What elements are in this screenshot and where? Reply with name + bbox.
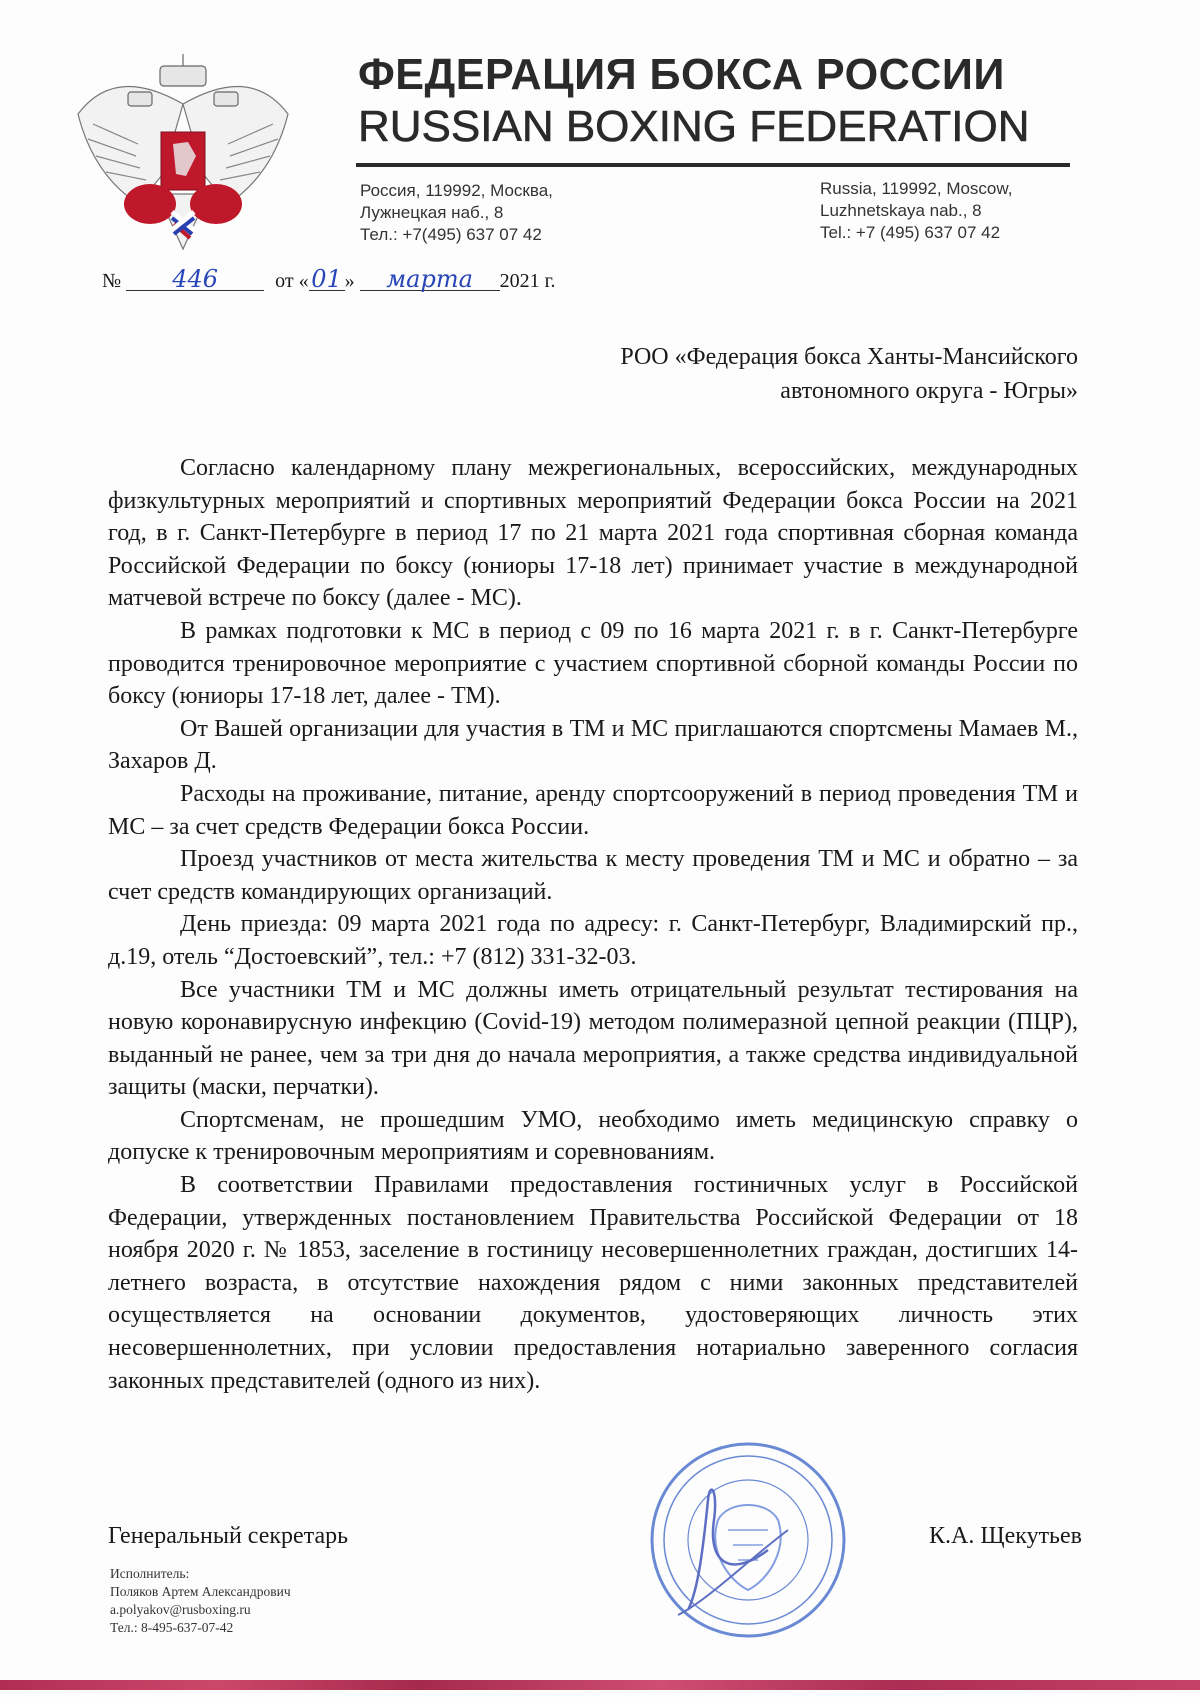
recipient-line: РОО «Федерация бокса Ханты-Мансийского [620,344,1078,370]
body-paragraph: Спортсменам, не прошедшим УМО, необходимо иметь медицинскую справку о допуске к тренировочным мероприятиям и соревнованиям. [108,1106,1078,1166]
recipient-block [620,340,1078,408]
body-paragraph: В соответствии Правилами предоставления гостиничных услуг в Российской Федерации, утвержденных постановлением Правительства Российской Федерации от 18 ноября 2020 г. № 1853, заселение в гостиницу несовершеннолетних граждан, достигших 14-летнего возраста, в отсутствие нахождения рядом с ними законных представителей осуществляется на основании документов, удостоверяющих личность этих несовершеннолетних, при условии предоставления нотариально заверенного согласия законных представителей (одного из них). [108,1172,1078,1394]
date-from-label: от « [275,270,309,292]
date-day: 01 [309,268,345,291]
address-ru-line: Тел.: +7(495) 637 07 42 [360,225,542,244]
date-year: 2021 г. [499,270,556,292]
official-stamp-icon [648,1440,848,1640]
address-en-line: Luzhnetskaya nab., 8 [820,201,982,220]
body-paragraph: Расходы на проживание, питание, аренду спортсооружений в период проведения ТМ и МС – за счет средств Федерации бокса России. [108,780,1078,840]
signatory-name: К.А. Щекутьев [929,1523,1082,1549]
body-paragraph: От Вашей организации для участия в ТМ и МС приглашаются спортсмены Мамаев М., Захаров Д. [108,715,1078,775]
address-ru-line: Россия, 119992, Москва, [360,181,553,200]
recipient-line: автономного округа - Югры» [780,378,1078,404]
letter-body [108,452,1078,1397]
address-en-line: Russia, 119992, Moscow, [820,179,1013,198]
executor-label: Исполнитель: [110,1566,190,1581]
date-day-close: » [344,270,355,292]
body-paragraph: Проезд участников от места жительства к месту проведения ТМ и МС и обратно – за счет средств командирующих организаций. [108,846,1078,905]
signatory-position: Генеральный секретарь [108,1523,349,1549]
executor-name: Поляков Артем Александрович [110,1584,291,1599]
footer-band [0,1680,1200,1690]
address-en [820,178,1012,244]
body-paragraph: День приезда: 09 марта 2021 года по адресу: г. Санкт-Петербург, Владимирский пр., д.19, отель “Достоевский”, тел.: +7 (812) 331-32-03. [108,911,1078,970]
address-ru-line: Лужнецкая наб., 8 [360,203,504,222]
header-divider [356,163,1070,167]
document-reference [102,265,556,293]
org-title-en: RUSSIAN BOXING FEDERATION [358,102,1030,151]
document-number: 446 [126,268,264,291]
org-title-ru: ФЕДЕРАЦИЯ БОКСА РОССИИ [358,50,1005,99]
executor-phone: Тел.: 8-495-637-07-42 [110,1620,234,1635]
address-en-line: Tel.: +7 (495) 637 07 42 [820,223,1001,242]
federation-emblem-icon [68,44,298,254]
address-ru [360,180,553,246]
body-paragraph: Все участники ТМ и МС должны иметь отрицательный результат тестирования на новую коронавирусную инфекцию (Covid-19) методом полимеразной цепной реакции (ПЦР), выданный не ранее, чем за три дня до начала мероприятия, а также средства индивидуальной защиты (маски, перчатки). [108,976,1078,1101]
executor-block [110,1565,291,1637]
executor-email: a.polyakov@rusboxing.ru [110,1602,251,1617]
date-month: марта [360,268,500,291]
body-paragraph: Согласно календарному плану межрегиональных, всероссийских, международных физкультурных мероприятий и спортивных мероприятий Федерации бокса России на 2021 год, в г. Санкт-Петербурге в период 17 по 21 марта 2021 года спортивная сборная команда Российской Федерации по боксу (юниоры 17-18 лет) принимает участие в международной матчевой встрече по боксу (далее - МС). [108,455,1078,612]
number-label: № [102,270,122,292]
body-paragraph: В рамках подготовки к МС в период с 09 по 16 марта 2021 г. в г. Санкт-Петербурге проводится тренировочное мероприятие с участием спортивной сборной команды России по боксу (юниоры 17-18 лет, далее - ТМ). [108,617,1078,710]
